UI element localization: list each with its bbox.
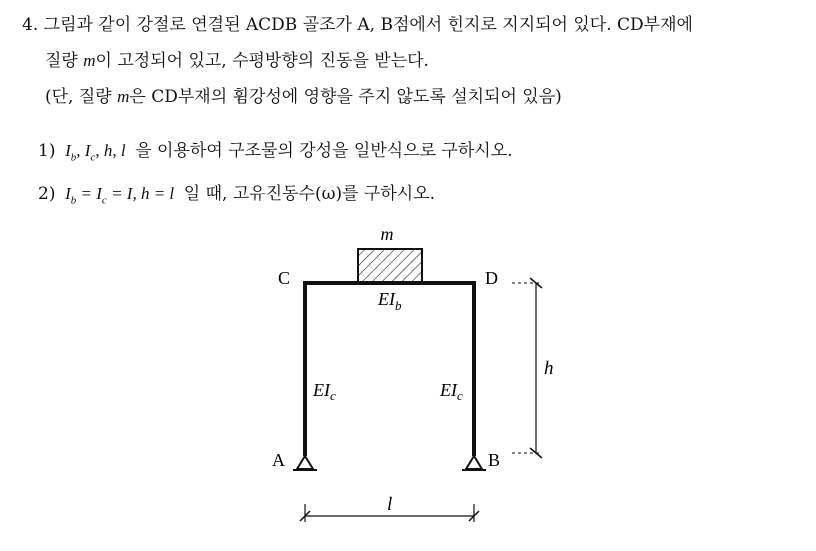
problem-number: 4. [22, 15, 39, 35]
problem-line1-text: 그림과 같이 강절로 연결된 ACDB 골조가 A, B점에서 힌지로 지지되어 있다. CD부재에 [43, 15, 693, 35]
column-ac-stiffness-label: $EI_c$ [313, 380, 336, 403]
question-math: $I_b$, $I_c$, h, l [60, 141, 130, 164]
beam-stiffness-label: $EI_b$ [378, 289, 402, 313]
hinge-support-b [466, 456, 482, 469]
height-label: h [544, 358, 554, 379]
span-label: l [387, 494, 393, 515]
question-number: 1) [38, 141, 56, 161]
question-text: 일 때, 고유진동수(ω)를 구하시오. [183, 184, 436, 204]
question-text: 을 이용하여 구조물의 강성을 일반식으로 구하시오. [135, 141, 513, 161]
problem-line-3: (단, 질량 m은 CD부재의 휨강성에 영향을 주지 않도록 설치되어 있음) [45, 87, 562, 107]
hinge-support-a [297, 456, 313, 469]
node-a-label: A [272, 450, 285, 470]
question-number: 2) [38, 184, 56, 204]
node-c-label: C [278, 268, 291, 288]
node-b-label: B [488, 450, 501, 470]
mass-label: m [380, 224, 394, 244]
problem-line-2: 질량 m이 고정되어 있고, 수평방향의 진동을 받는다. [45, 51, 429, 71]
node-d-label: D [485, 268, 498, 288]
column-db-stiffness-label: $EI_c$ [440, 380, 463, 403]
mass-block [358, 249, 422, 282]
mass-symbol: m [83, 51, 96, 70]
question-math: $I_b = I_c = I$, h = l [60, 184, 179, 207]
